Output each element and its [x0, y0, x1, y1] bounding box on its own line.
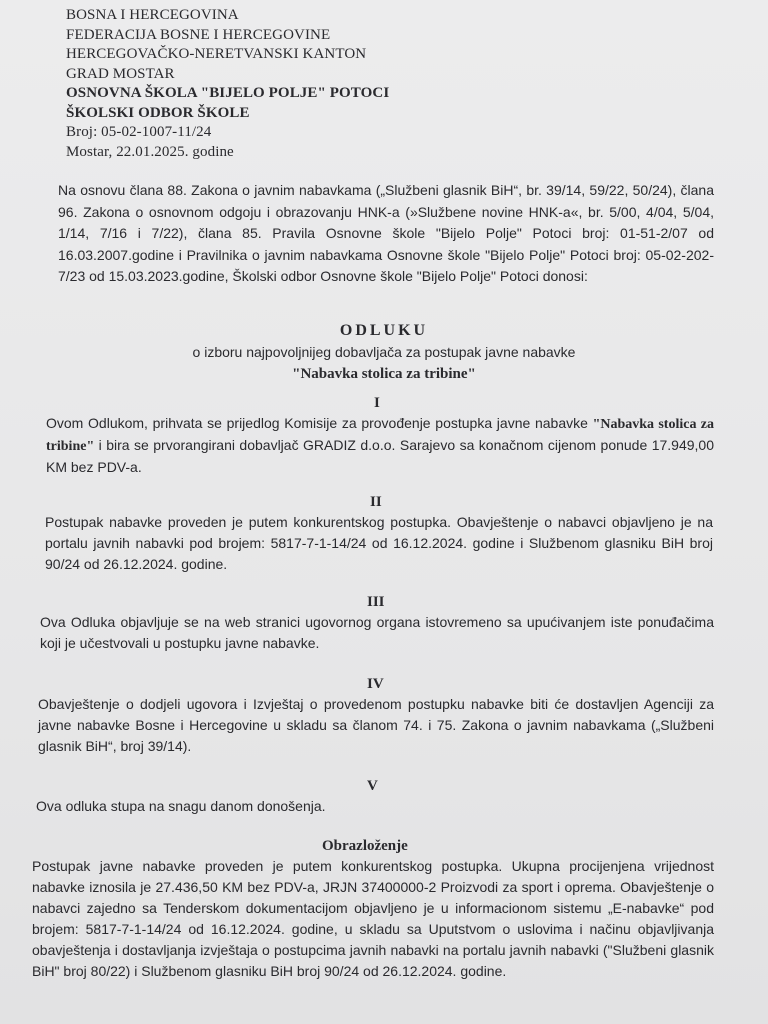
section-5-text: Ova odluka stupa na snagu danom donošenja. — [36, 798, 326, 814]
city-line: GRAD MOSTAR — [66, 65, 175, 82]
section-1-subject: "Nabavka stolica za tribine" — [46, 417, 714, 454]
section-3-number: III — [367, 594, 385, 610]
legal-basis-paragraph: Na osnovu člana 88. Zakona o javnim nabavkama („Službeni glasnik BiH“, br. 39/14, 59/22, 50/24), člana 96. Zakona o osnovnom odgoju i obrazovanju HNK-a (»Službene novine HNK-a«, br. 5/00, 4/04, 5/04, 1/14, 7/16 i 7/22), člana 85. Pravila Osnovne škole "Bijelo Polje" Potoci broj: 01-51-2/07 od 16.03.2007.godine i Pravilnika o javnim nabavkama Osnovne škole "Bijelo Polje" Potoci broj: 05-02-202-7/23 od 15.03.2023.godine, Školski odbor Osnovne škole "Bijelo Polje" Potoci donosi: — [58, 182, 714, 284]
letterhead — [66, 6, 389, 162]
country-line: BOSNA I HERCEGOVINA — [66, 7, 239, 23]
decision-subject: "Nabavka stolica za tribine" — [292, 366, 476, 382]
section-3-text: Ova Odluka objavljuje se na web stranici ugovornog organa istovremeno sa upućivanjem iste ponuđačima koji je učestvovali u postupku javne nabavke. — [40, 614, 714, 651]
canton-line: HERCEGOVAČKO-NERETVANSKI KANTON — [66, 46, 367, 62]
school-name: OSNOVNA ŠKOLA "BIJELO POLJE" POTOCI — [66, 85, 390, 101]
decision-title: ODLUKU — [339, 322, 429, 339]
section-1-number: I — [374, 395, 380, 411]
reasoning-title: Obrazloženje — [322, 838, 408, 854]
section-2-number: II — [370, 494, 382, 510]
board-name: ŠKOLSKI ODBOR ŠKOLE — [66, 104, 250, 121]
reasoning-text: Postupak javne nabavke proveden je putem konkurentskog postupka. Ukupna procijenjena vrijednost nabavke iznosila je 27.436,50 KM bez PDV-a, JRJN 37400000-2 Proizvodi za sport i oprema. Obavještenje o nabavci zajedno sa Tenderskom dokumentacijom objavljeno je u informacionom sistemu „E-nabavke“ pod brojem: 5817-7-1-14/24 od 16.12.2024. godine, u skladu sa Uputstvom o uslovima i načinu objavljivanja obavještenja i dostavljanja izvještaja o postupcima javnih nabavki na portalu javnih nabavki ("Službeni glasnik BiH" broj 80/22) i Službenom glasniku BiH broj 90/24 od 26.12.2024. godine. — [32, 858, 714, 979]
section-4-text: Obavještenje o dodjeli ugovora i Izvještaj o provedenom postupku nabavke biti će dostavljen Agenciji za javne nabavke Bosne i Hercegovine u skladu sa članom 74. i 75. Zakona o javnim nabavkama („Službeni glasnik BiH“, broj 39/14). — [38, 696, 714, 754]
section-2-text: Postupak nabavke proveden je putem konkurentskog postupka. Obavještenje o nabavci objavljeno je na portalu javnih nabavki pod brojem: 5817-7-1-14/24 od 16.12.2024. godine i Službenom glasniku BiH broj 90/24 od 26.12.2024. godine. — [45, 514, 713, 572]
section-4-number: IV — [367, 676, 384, 692]
federation-line: FEDERACIJA BOSNE I HERCEGOVINE — [66, 26, 331, 43]
document-number: Broj: 05-02-1007-11/24 — [66, 124, 212, 140]
document-date: Mostar, 22.01.2025. godine — [66, 143, 234, 160]
section-5-number: V — [367, 778, 378, 794]
section-1-text: Ovom Odlukom, prihvata se prijedlog Komisije za provođenje postupka javne nabavke "Nabavka stolica za tribine" i bira se prvorangirani dobavljač GRADIZ d.o.o. Sarajevo sa konačnom cijenom ponude 17.949,00 KM bez PDV-a. — [46, 415, 714, 475]
decision-subtitle: o izboru najpovoljnijeg dobavljača za postupak javne nabavke — [192, 344, 576, 360]
